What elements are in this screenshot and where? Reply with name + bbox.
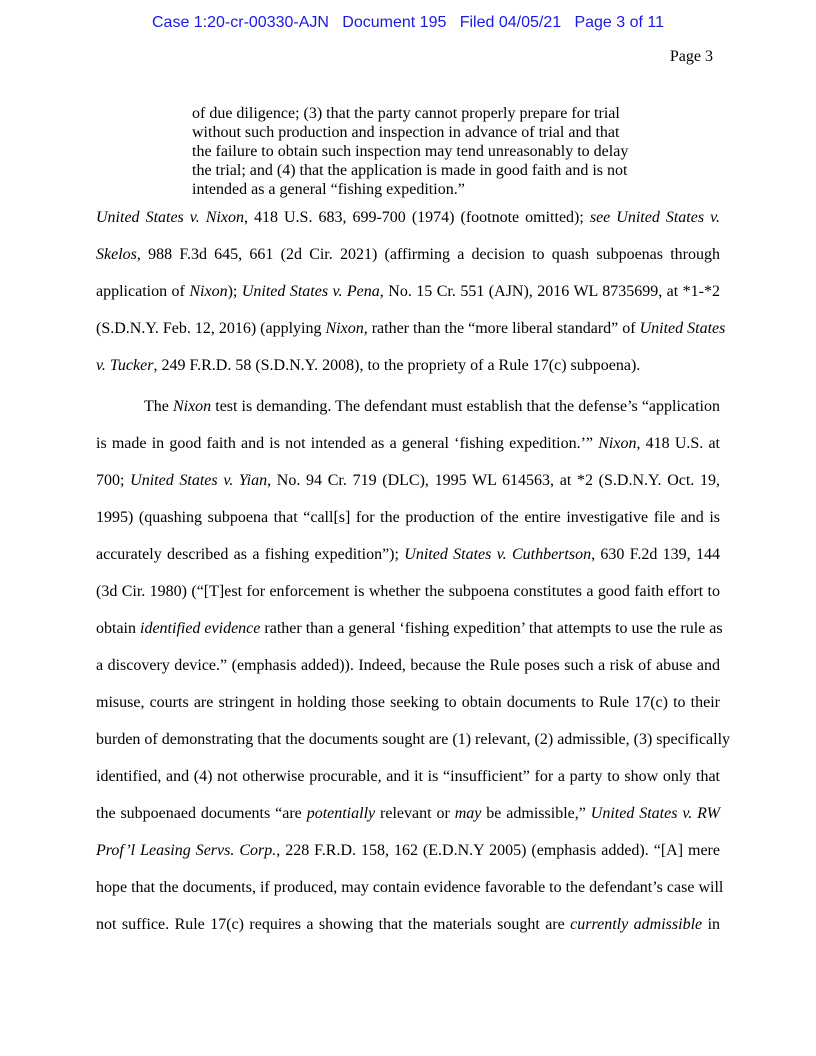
text-run: burden of demonstrating that the documents sought are (1) relevant, (2) admissible, (3) specifically — [96, 731, 731, 748]
text-run: misuse, courts are stringent in holding those seeking to obtain documents to Rule 17(c) to their — [96, 694, 720, 711]
text-run: , 988 F.3d 645, 661 (2d Cir. 2021) (affirming a decision to quash subpoenas through — [136, 246, 720, 263]
italic-citation: v. Tucker — [96, 357, 154, 374]
italic-citation: Nixon — [598, 435, 637, 452]
italic-citation: see United States v. — [589, 209, 721, 226]
body-line — [96, 357, 720, 377]
italic-citation: identified evidence — [140, 620, 261, 637]
italic-citation: may — [454, 805, 482, 822]
text-run: , rather than the “more liberal standard” of — [363, 320, 640, 337]
body-line — [96, 583, 720, 603]
block-quote-line: of due diligence; (3) that the party cannot properly prepare for trial — [192, 105, 620, 122]
body-line — [96, 694, 720, 714]
body-line — [144, 398, 720, 418]
text-run: (3d Cir. 1980) (“[T]est for enforcement is whether the subpoena constitutes a good faith effort to — [96, 583, 720, 600]
page-of-total: Page 3 of 11 — [574, 14, 665, 31]
text-run: , No. 15 Cr. 551 (AJN), 2016 WL 8735699, at *1-*2 — [379, 283, 721, 300]
block-quote-line: without such production and inspection in advance of trial and that — [192, 124, 620, 141]
text-run: identified, and (4) not otherwise procurable, and it is “insufficient” for a party to show only that — [96, 768, 720, 785]
body-line — [96, 283, 720, 303]
italic-citation: Skelos — [96, 246, 137, 263]
text-run: , No. 94 Cr. 719 (DLC), 1995 WL 614563, at *2 (S.D.N.Y. Oct. 19, — [267, 472, 720, 489]
text-run: obtain — [96, 620, 140, 637]
text-run: , 228 F.R.D. 158, 162 (E.D.N.Y 2005) (emphasis added). “[A] mere — [276, 842, 720, 859]
document-number: Document 195 — [342, 14, 447, 31]
text-run: 700; — [96, 472, 131, 489]
italic-citation: Nixon — [172, 398, 212, 415]
body-line — [96, 731, 731, 751]
italic-citation: United States v. RW — [590, 805, 720, 822]
block-quote-line: the failure to obtain such inspection may tend unreasonably to delay — [192, 143, 629, 160]
italic-citation: currently admissible — [570, 916, 703, 933]
body-line — [96, 546, 720, 566]
text-run: The — [144, 398, 173, 415]
text-run: application of — [96, 283, 190, 300]
body-line — [96, 209, 720, 229]
text-run: in — [702, 916, 721, 933]
text-run: a discovery device.” (emphasis added)). Indeed, because the Rule poses such a risk of abuse and — [96, 657, 720, 674]
text-run: rather than a general ‘fishing expedition’ that attempts to use the rule as — [260, 620, 723, 637]
text-run: , 249 F.R.D. 58 (S.D.N.Y. 2008), to the propriety of a Rule 17(c) subpoena). — [153, 357, 641, 374]
text-run: hope that the documents, if produced, may contain evidence favorable to the defendant’s case will — [96, 879, 724, 896]
body-line — [96, 435, 720, 455]
block-quote-line: intended as a general “fishing expedition.” — [192, 181, 465, 198]
body-line — [96, 657, 720, 677]
body-line — [96, 916, 720, 936]
text-run: ); — [227, 283, 242, 300]
text-run: the subpoenaed documents “are — [96, 805, 307, 822]
italic-citation: United States v. Pena — [241, 283, 380, 300]
block-quote — [192, 104, 629, 199]
text-run: not suffice. Rule 17(c) requires a showing that the materials sought are — [96, 916, 571, 933]
body-line — [96, 842, 720, 862]
italic-citation: United States v. Nixon — [96, 209, 244, 226]
body-line — [96, 320, 726, 340]
body-line — [96, 805, 720, 825]
text-run: test is demanding. The defendant must establish that the defense’s “application — [211, 398, 721, 415]
text-run: , 418 U.S. 683, 699-700 (1974) (footnote omitted); — [243, 209, 590, 226]
italic-citation: potentially — [306, 805, 376, 822]
text-run: , 418 U.S. at — [636, 435, 721, 452]
italic-citation: United States v. Cuthbertson — [404, 546, 592, 563]
italic-citation: United States — [639, 320, 726, 337]
body-line — [96, 879, 724, 899]
text-run: is made in good faith and is not intended as a general ‘fishing expedition.’” — [96, 435, 599, 452]
text-run: be admissible,” — [481, 805, 591, 822]
italic-citation: Nixon — [189, 283, 228, 300]
text-run: , 630 F.2d 139, 144 — [591, 546, 721, 563]
text-run: (S.D.N.Y. Feb. 12, 2016) (applying — [96, 320, 326, 337]
page-number: Page 3 — [669, 48, 713, 65]
text-run: accurately described as a fishing expedition”); — [96, 546, 405, 563]
filed-date: Filed 04/05/21 — [459, 14, 562, 31]
body-line — [96, 246, 720, 266]
text-run: relevant or — [375, 805, 455, 822]
italic-citation: United States v. Yian — [130, 472, 268, 489]
block-quote-line: the trial; and (4) that the application is made in good faith and is not — [192, 162, 628, 179]
ecf-header — [0, 14, 816, 32]
body-line — [96, 768, 720, 788]
text-run: 1995) (quashing subpoena that “call[s] for the production of the entire investigative file and is — [96, 509, 720, 526]
body-line — [96, 620, 723, 640]
body-line — [96, 509, 720, 529]
italic-citation: Nixon — [325, 320, 364, 337]
case-number: Case 1:20-cr-00330-AJN — [151, 14, 329, 31]
italic-citation: Prof’l Leasing Servs. Corp. — [96, 842, 277, 859]
body-line — [96, 472, 720, 492]
